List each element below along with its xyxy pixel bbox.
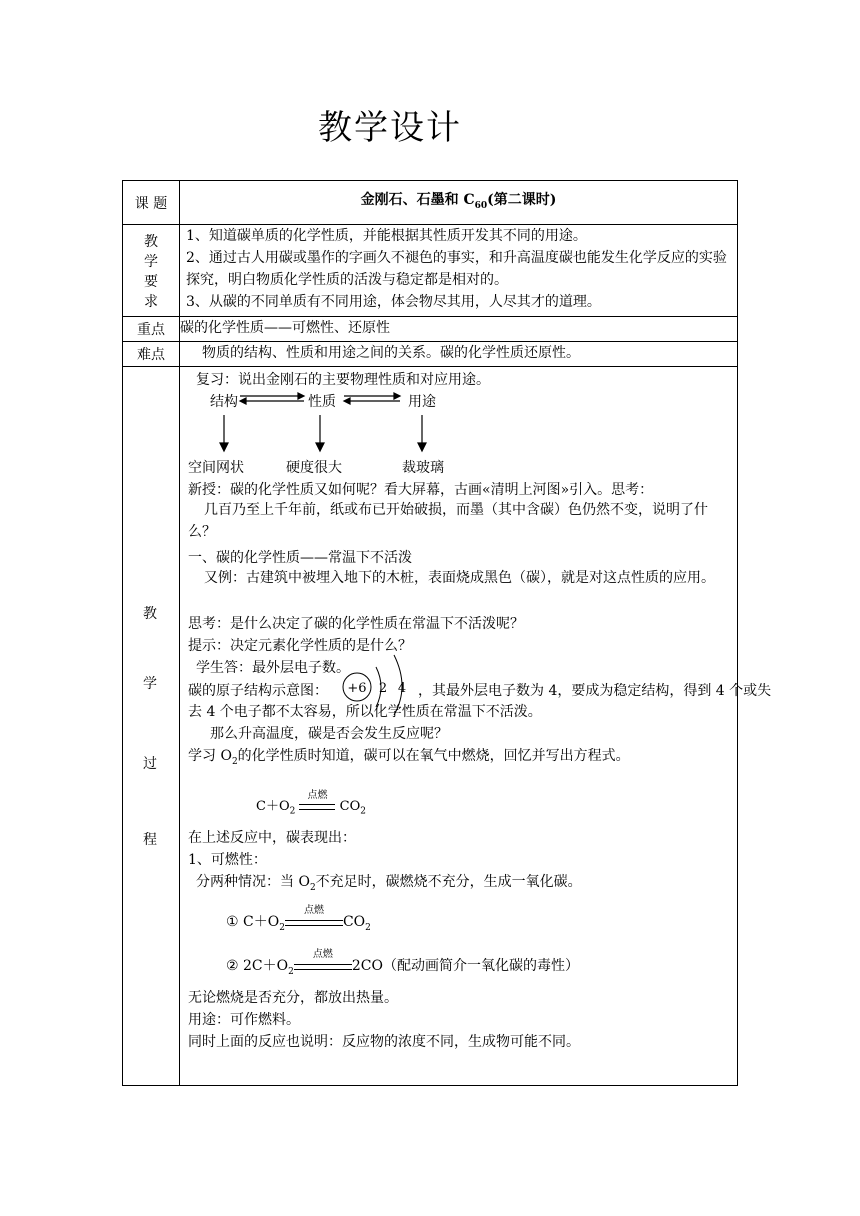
- course-title-text: 金刚石、石墨和 C: [360, 192, 475, 208]
- course-title: [180, 181, 738, 225]
- eq1-left: C＋O: [243, 914, 280, 930]
- eq1-right: CO: [342, 914, 366, 930]
- review-line: 复习：说出金刚石的主要物理性质和对应用途。: [196, 372, 490, 388]
- course-title-sub: 60: [474, 200, 488, 211]
- objectives-content: [180, 225, 738, 317]
- eq0-condition: 点燃: [307, 790, 328, 801]
- objective-item: 3、从碳的不同单质有不同用途，体会物尽其用，人尽其才的道理。: [186, 294, 601, 310]
- focus-label: 重点: [123, 317, 180, 342]
- eq0-right: CO: [339, 799, 361, 814]
- atom-shell-1: 2: [378, 681, 388, 696]
- para-ancient-ink: 几百乃至上千年前，纸或布已开始破损，而墨（其中含碳）色仍然不变，说明了什么？: [188, 502, 708, 540]
- objective-item: 1、知道碳单质的化学性质，并能根据其性质开发其不同的用途。: [186, 228, 587, 244]
- eq2-number: ②: [226, 958, 239, 974]
- new-lesson-line: 新授：碳的化学性质又如何呢？看大屏幕，古画«清明上河图»引入。思考：: [188, 482, 654, 498]
- hint-line: 提示：决定元素化学性质的是什么？: [188, 638, 412, 654]
- eq2-left: 2C＋O: [243, 958, 289, 974]
- atom-suffix: ，其最外层电子数为 4，要成为稳定结构，得到 4 个或失: [418, 683, 772, 699]
- process-label-char: 过: [143, 756, 157, 772]
- atom-continued: 去 4 个电子都不太容易，所以化学性质在常温下不活泼。: [188, 704, 542, 720]
- cases-b: 不充足时，碳燃烧不充分，生成一氧化碳。: [315, 874, 582, 890]
- flammability-heading: 1、可燃性：: [188, 852, 267, 868]
- objective-item: 2、通过古人用碳或墨作的字画久不褪色的事实，和升高温度碳也能发生化学反应的实验探究，明白物质化学性质的活泼与稳定都是相对的。: [186, 250, 727, 288]
- process-label-char: 程: [143, 832, 157, 848]
- diagram-property: 性质: [308, 394, 336, 410]
- o2-recall-line: 学习 $O_2$的化学性质时知道，碳可以在氧气中燃烧，回忆并写出方程式。: [188, 748, 630, 767]
- conclusion-line: 同时上面的反应也说明：反应物的浓度不同，生成物可能不同。: [188, 1034, 580, 1050]
- objectives-label-char: 要: [144, 273, 158, 290]
- diagram-arrows: [180, 367, 760, 467]
- equation-1: ① $C+O_2$ 点燃 $CO_2$: [226, 911, 371, 933]
- process-label: [123, 367, 180, 1086]
- eq2-condition: 点燃: [312, 949, 333, 960]
- focus-value: 碳的化学性质——可燃性、还原性: [180, 317, 738, 342]
- objectives-label: [123, 225, 180, 317]
- diagram-use-example: 裁玻璃: [402, 460, 444, 476]
- objectives-label-char: 教: [144, 233, 158, 250]
- diagram-structure: 结构: [210, 394, 238, 410]
- focus-row: [123, 317, 738, 342]
- topic-row: [123, 181, 738, 225]
- above-line: 在上述反应中，碳表现出：: [188, 830, 356, 846]
- eq1-number: ①: [226, 914, 239, 930]
- lesson-plan-table: [122, 180, 772, 1086]
- think-line: 思考：是什么决定了碳的化学性质在常温下不活泼呢？: [188, 616, 524, 632]
- diagram-property-example: 硬度很大: [286, 460, 342, 476]
- cases-a: 分两种情况：当 O: [196, 874, 310, 890]
- raise-temp-line: 那么升高温度，碳是否会发生反应呢？: [210, 726, 448, 742]
- eq2-right: 2CO（配动画简介一氧化碳的毒性）: [351, 958, 579, 974]
- difficulty-label: 难点: [123, 342, 180, 367]
- objectives-row: [123, 225, 738, 317]
- objectives-label-char: 学: [144, 253, 158, 270]
- o2-recall-a: 学习 O: [188, 748, 232, 764]
- process-label-char: 学: [143, 676, 157, 692]
- equation-2: ② $2C+O_2$ 点燃 2CO（配动画简介一氧化碳的毒性）: [226, 955, 579, 977]
- document-title: 教学设计: [318, 108, 462, 148]
- atom-prefix: 碳的原子结构示意图：: [188, 683, 328, 699]
- diagram-use: 用途: [408, 394, 436, 410]
- course-title-suffix: (第二课时): [487, 192, 557, 208]
- para-example: 又例：古建筑中被埋入地下的木桩，表面烧成黑色（碳），就是对这点性质的应用。: [204, 570, 715, 586]
- heat-line: 无论燃烧是否充分，都放出热量。: [188, 990, 398, 1006]
- process-content: [180, 367, 772, 1086]
- eq0-left: C＋O: [256, 799, 290, 814]
- difficulty-value: 物质的结构、性质和用途之间的关系。碳的化学性质还原性。: [180, 342, 738, 367]
- cases-line: 分两种情况：当 $O_2$不充足时，碳燃烧不充分，生成一氧化碳。: [196, 874, 582, 893]
- student-answer: 学生答：最外层电子数。: [196, 660, 350, 676]
- section-heading-inert: 一、碳的化学性质——常温下不活泼: [188, 550, 412, 566]
- difficulty-row: [123, 342, 738, 367]
- objectives-label-char: 求: [144, 293, 158, 310]
- o2-recall-b: 的化学性质时知道，碳可以在氧气中燃烧，回忆并写出方程式。: [237, 748, 630, 764]
- topic-label: 课 题: [123, 181, 180, 225]
- equation-0: $C+O_2$ 点燃 $CO_2$: [256, 795, 366, 817]
- use-line: 用途：可作燃料。: [188, 1012, 300, 1028]
- atom-shell-2: 4: [397, 681, 407, 696]
- eq1-condition: 点燃: [303, 905, 324, 916]
- atom-nucleus: +6: [347, 681, 367, 696]
- diagram-structure-example: 空间网状: [188, 460, 244, 476]
- process-label-char: 教: [143, 606, 157, 622]
- process-row: [123, 367, 738, 1086]
